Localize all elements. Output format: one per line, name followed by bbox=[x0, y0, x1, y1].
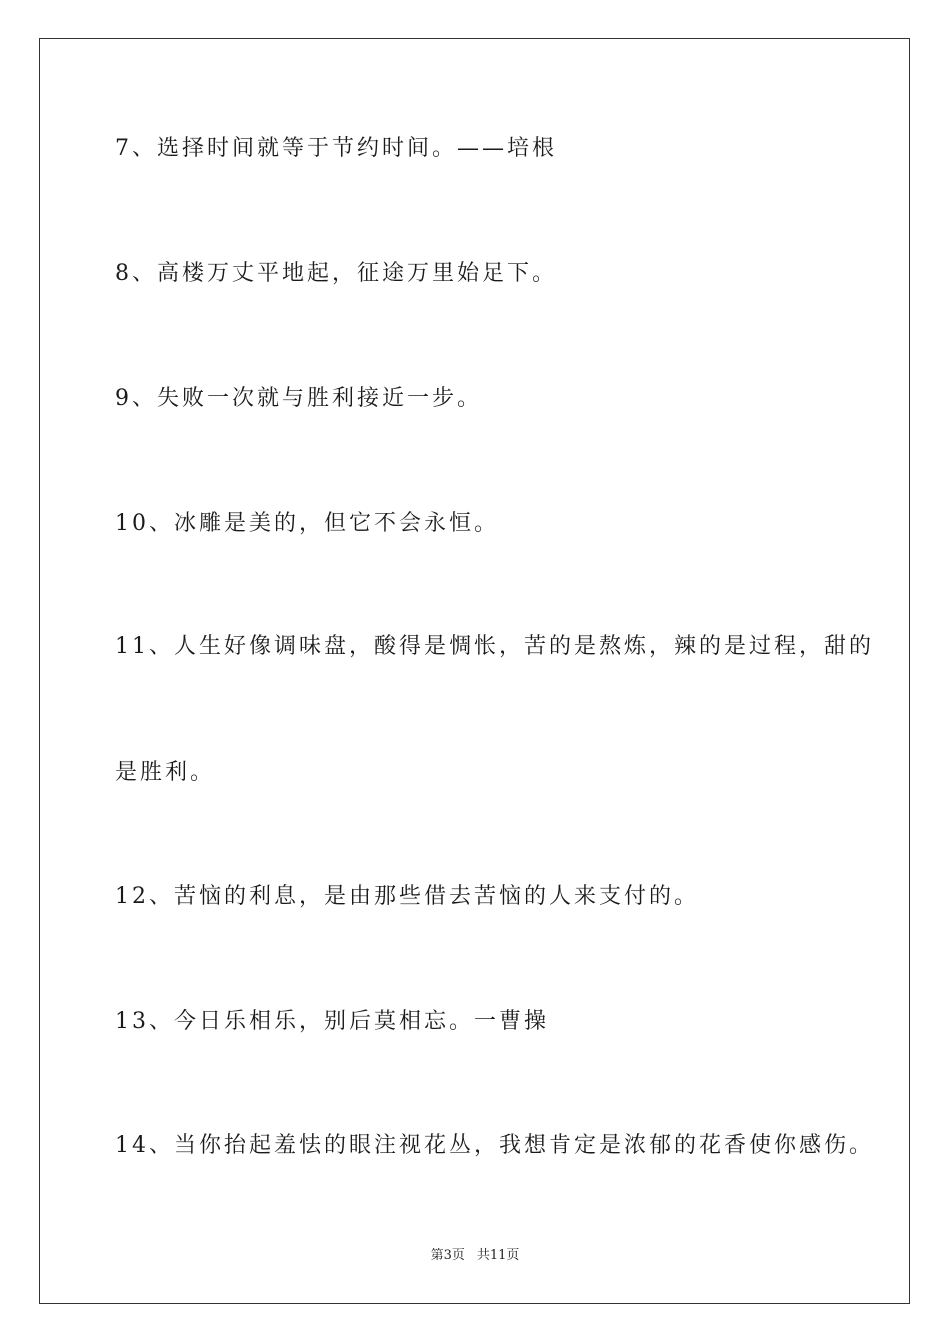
quote-line-8: 8、高楼万丈平地起，征途万里始足下。 bbox=[115, 261, 557, 286]
quote-line-11: 11、人生好像调味盘，酸得是惆怅，苦的是熬炼，辣的是过程，甜的 bbox=[115, 634, 874, 659]
quote-line-10: 10、冰雕是美的，但它不会永恒。 bbox=[115, 511, 499, 536]
quote-line-14: 14、当你抬起羞怯的眼注视花丛，我想肯定是浓郁的花香使你感伤。 bbox=[115, 1133, 874, 1158]
total-pages: 共11页 bbox=[476, 1248, 520, 1263]
page-border bbox=[39, 38, 910, 1304]
quote-line-11-continued: 是胜利。 bbox=[115, 760, 216, 785]
quote-line-12: 12、苦恼的利息，是由那些借去苦恼的人来支付的。 bbox=[115, 884, 699, 909]
quote-line-9: 9、失败一次就与胜利接近一步。 bbox=[115, 386, 482, 411]
quote-line-7: 7、选择时间就等于节约时间。——培根 bbox=[115, 136, 557, 161]
page-footer bbox=[0, 1247, 950, 1265]
quote-line-13: 13、今日乐相乐，别后莫相忘。一曹操 bbox=[115, 1009, 549, 1034]
page-number: 第3页 bbox=[430, 1248, 465, 1263]
